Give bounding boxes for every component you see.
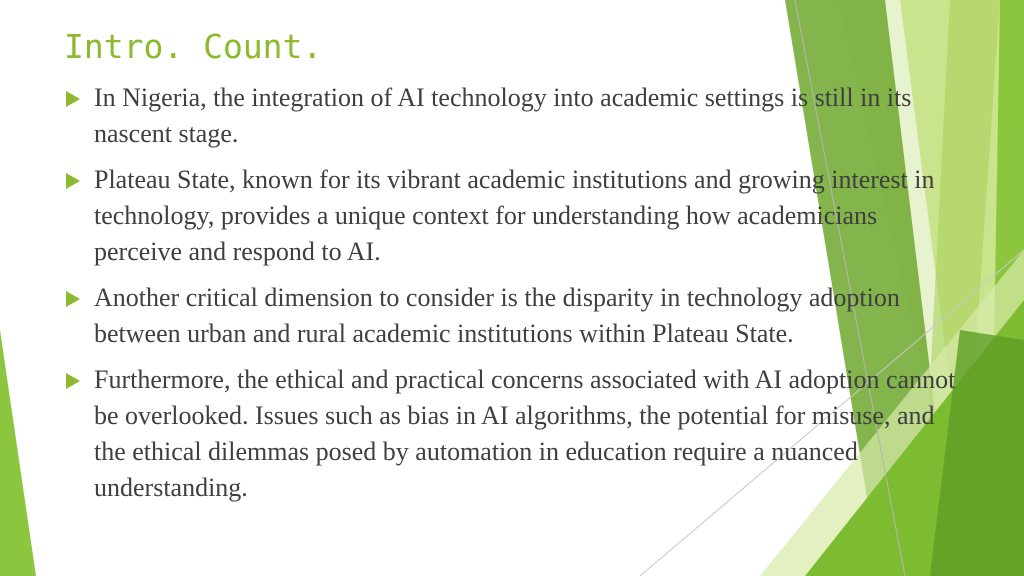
bullet-list [66,80,966,516]
triangle-right-icon [66,291,80,307]
bullet-text: Furthermore, the ethical and practical concerns associated with AI adoption cannot be overlooked. Issues such as bias in AI algorithms, the potential for misuse, and the ethical dilemmas posed by automation in education require a nuanced understanding. [94,365,956,502]
triangle-right-icon [66,173,80,189]
bullet-item [66,362,966,506]
slide-title: Intro. Count. [64,27,323,66]
bullet-text: Plateau State, known for its vibrant academic institutions and growing interest in technology, provides a unique context for understanding how academicians perceive and respond to AI. [94,165,935,266]
bullet-text: In Nigeria, the integration of AI technology into academic settings is still in its nascent stage. [94,83,912,148]
triangle-right-icon [66,373,80,389]
triangle-right-icon [66,91,80,107]
bullet-text: Another critical dimension to consider is the disparity in technology adoption between urban and rural academic institutions within Plateau State. [94,283,900,348]
bullet-item [66,280,966,352]
left-green-strip [0,330,36,576]
bullet-item [66,162,966,270]
bullet-item [66,80,966,152]
